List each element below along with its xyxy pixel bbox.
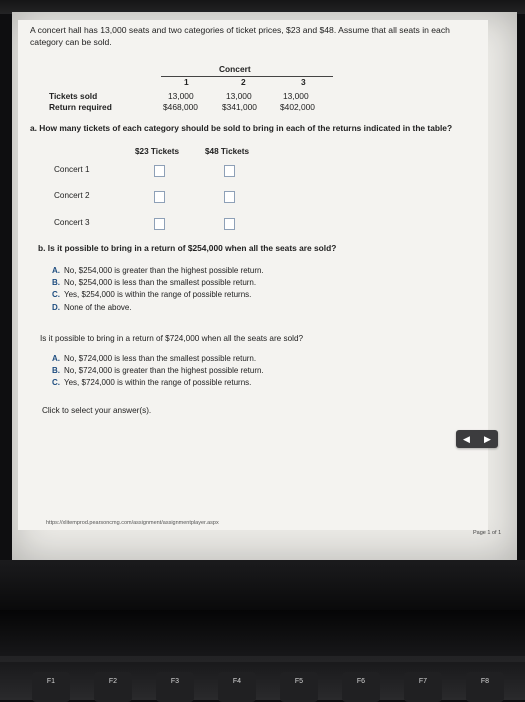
option-text: None of the above. — [64, 303, 132, 312]
key-f2: F2 — [94, 672, 132, 702]
option-b2-a[interactable] — [52, 354, 256, 363]
next-arrow-icon[interactable]: ▶ — [484, 433, 491, 444]
option-b1-b[interactable] — [52, 278, 256, 287]
table-cell: 13,000 — [226, 91, 252, 101]
table-cell: $402,000 — [280, 102, 315, 112]
table-row-label-tickets: Tickets sold — [49, 91, 98, 101]
keyboard-area — [0, 610, 525, 700]
key-f6: F6 — [342, 672, 380, 702]
table-cell: $468,000 — [163, 102, 198, 112]
option-text: No, $254,000 is greater than the highest possible return. — [64, 266, 264, 275]
table-cell: 13,000 — [283, 91, 309, 101]
question-nav — [456, 430, 498, 448]
row-label-concert-3: Concert 3 — [54, 218, 90, 227]
part-b-question: b. Is it possible to bring in a return of $254,000 when all the seats are sold? — [38, 243, 337, 253]
part-b-question-2: Is it possible to bring in a return of $724,000 when all the seats are sold? — [40, 334, 304, 343]
option-letter: C. — [52, 378, 60, 387]
worksheet-page — [18, 20, 502, 536]
row-label-concert-1: Concert 1 — [54, 165, 90, 174]
answer-box-concert2-23[interactable] — [154, 191, 165, 203]
table-cell: 13,000 — [168, 91, 194, 101]
laptop-bezel-bottom — [0, 560, 525, 610]
answer-box-concert2-48[interactable] — [224, 191, 235, 203]
option-text: Yes, $254,000 is within the range of possible returns. — [64, 290, 252, 299]
answer-box-concert1-23[interactable] — [154, 165, 165, 177]
table-col-3: 3 — [301, 77, 306, 87]
option-b2-b[interactable] — [52, 366, 264, 375]
table-row-label-return: Return required — [49, 102, 112, 112]
answer-box-concert1-48[interactable] — [224, 165, 235, 177]
col-header-48: $48 Tickets — [205, 147, 250, 156]
option-b2-c[interactable] — [52, 378, 251, 387]
click-to-select-note: Click to select your answer(s). — [42, 406, 152, 415]
key-f5: F5 — [280, 672, 318, 702]
table-cell: $341,000 — [222, 102, 257, 112]
page-url: https://xlitemprod.pearsoncmg.com/assignment/assignmentplayer.aspx — [46, 520, 219, 526]
part-a-question: a. How many tickets of each category should be sold to bring in each of the returns indicated in the table? — [30, 123, 453, 133]
option-letter: B. — [52, 366, 60, 375]
row-label-concert-2: Concert 2 — [54, 191, 90, 200]
prev-arrow-icon[interactable]: ◀ — [463, 433, 470, 444]
option-b1-d[interactable] — [52, 303, 132, 312]
table-col-1: 1 — [184, 77, 189, 87]
key-f3: F3 — [156, 672, 194, 702]
key-f1: F1 — [32, 672, 70, 702]
answer-box-concert3-23[interactable] — [154, 218, 165, 230]
key-f7: F7 — [404, 672, 442, 702]
option-letter: A. — [52, 354, 60, 363]
page-number: Page 1 of 1 — [473, 530, 502, 536]
option-text: No, $724,000 is less than the smallest possible return. — [64, 354, 257, 363]
col-header-23: $23 Tickets — [135, 147, 180, 156]
option-letter: D. — [52, 303, 60, 312]
laptop-screen — [12, 12, 517, 560]
option-letter: C. — [52, 290, 60, 299]
table-col-2: 2 — [241, 77, 246, 87]
option-letter: B. — [52, 278, 60, 287]
key-f8: F8 — [466, 672, 504, 702]
option-b1-a[interactable] — [52, 266, 264, 275]
table-concert-header: Concert — [219, 64, 251, 74]
option-b1-c[interactable] — [52, 290, 251, 299]
option-text: Yes, $724,000 is within the range of possible returns. — [64, 378, 252, 387]
answer-box-concert3-48[interactable] — [224, 218, 235, 230]
key-f4: F4 — [218, 672, 256, 702]
hinge-reflection — [0, 656, 525, 662]
problem-statement: A concert hall has 13,000 seats and two categories of ticket prices, $23 and $48. Assume that all seats in each category can be sold. — [30, 25, 450, 47]
option-text: No, $254,000 is less than the smallest possible return. — [64, 278, 257, 287]
option-text: No, $724,000 is greater than the highest possible return. — [64, 366, 264, 375]
option-letter: A. — [52, 266, 60, 275]
